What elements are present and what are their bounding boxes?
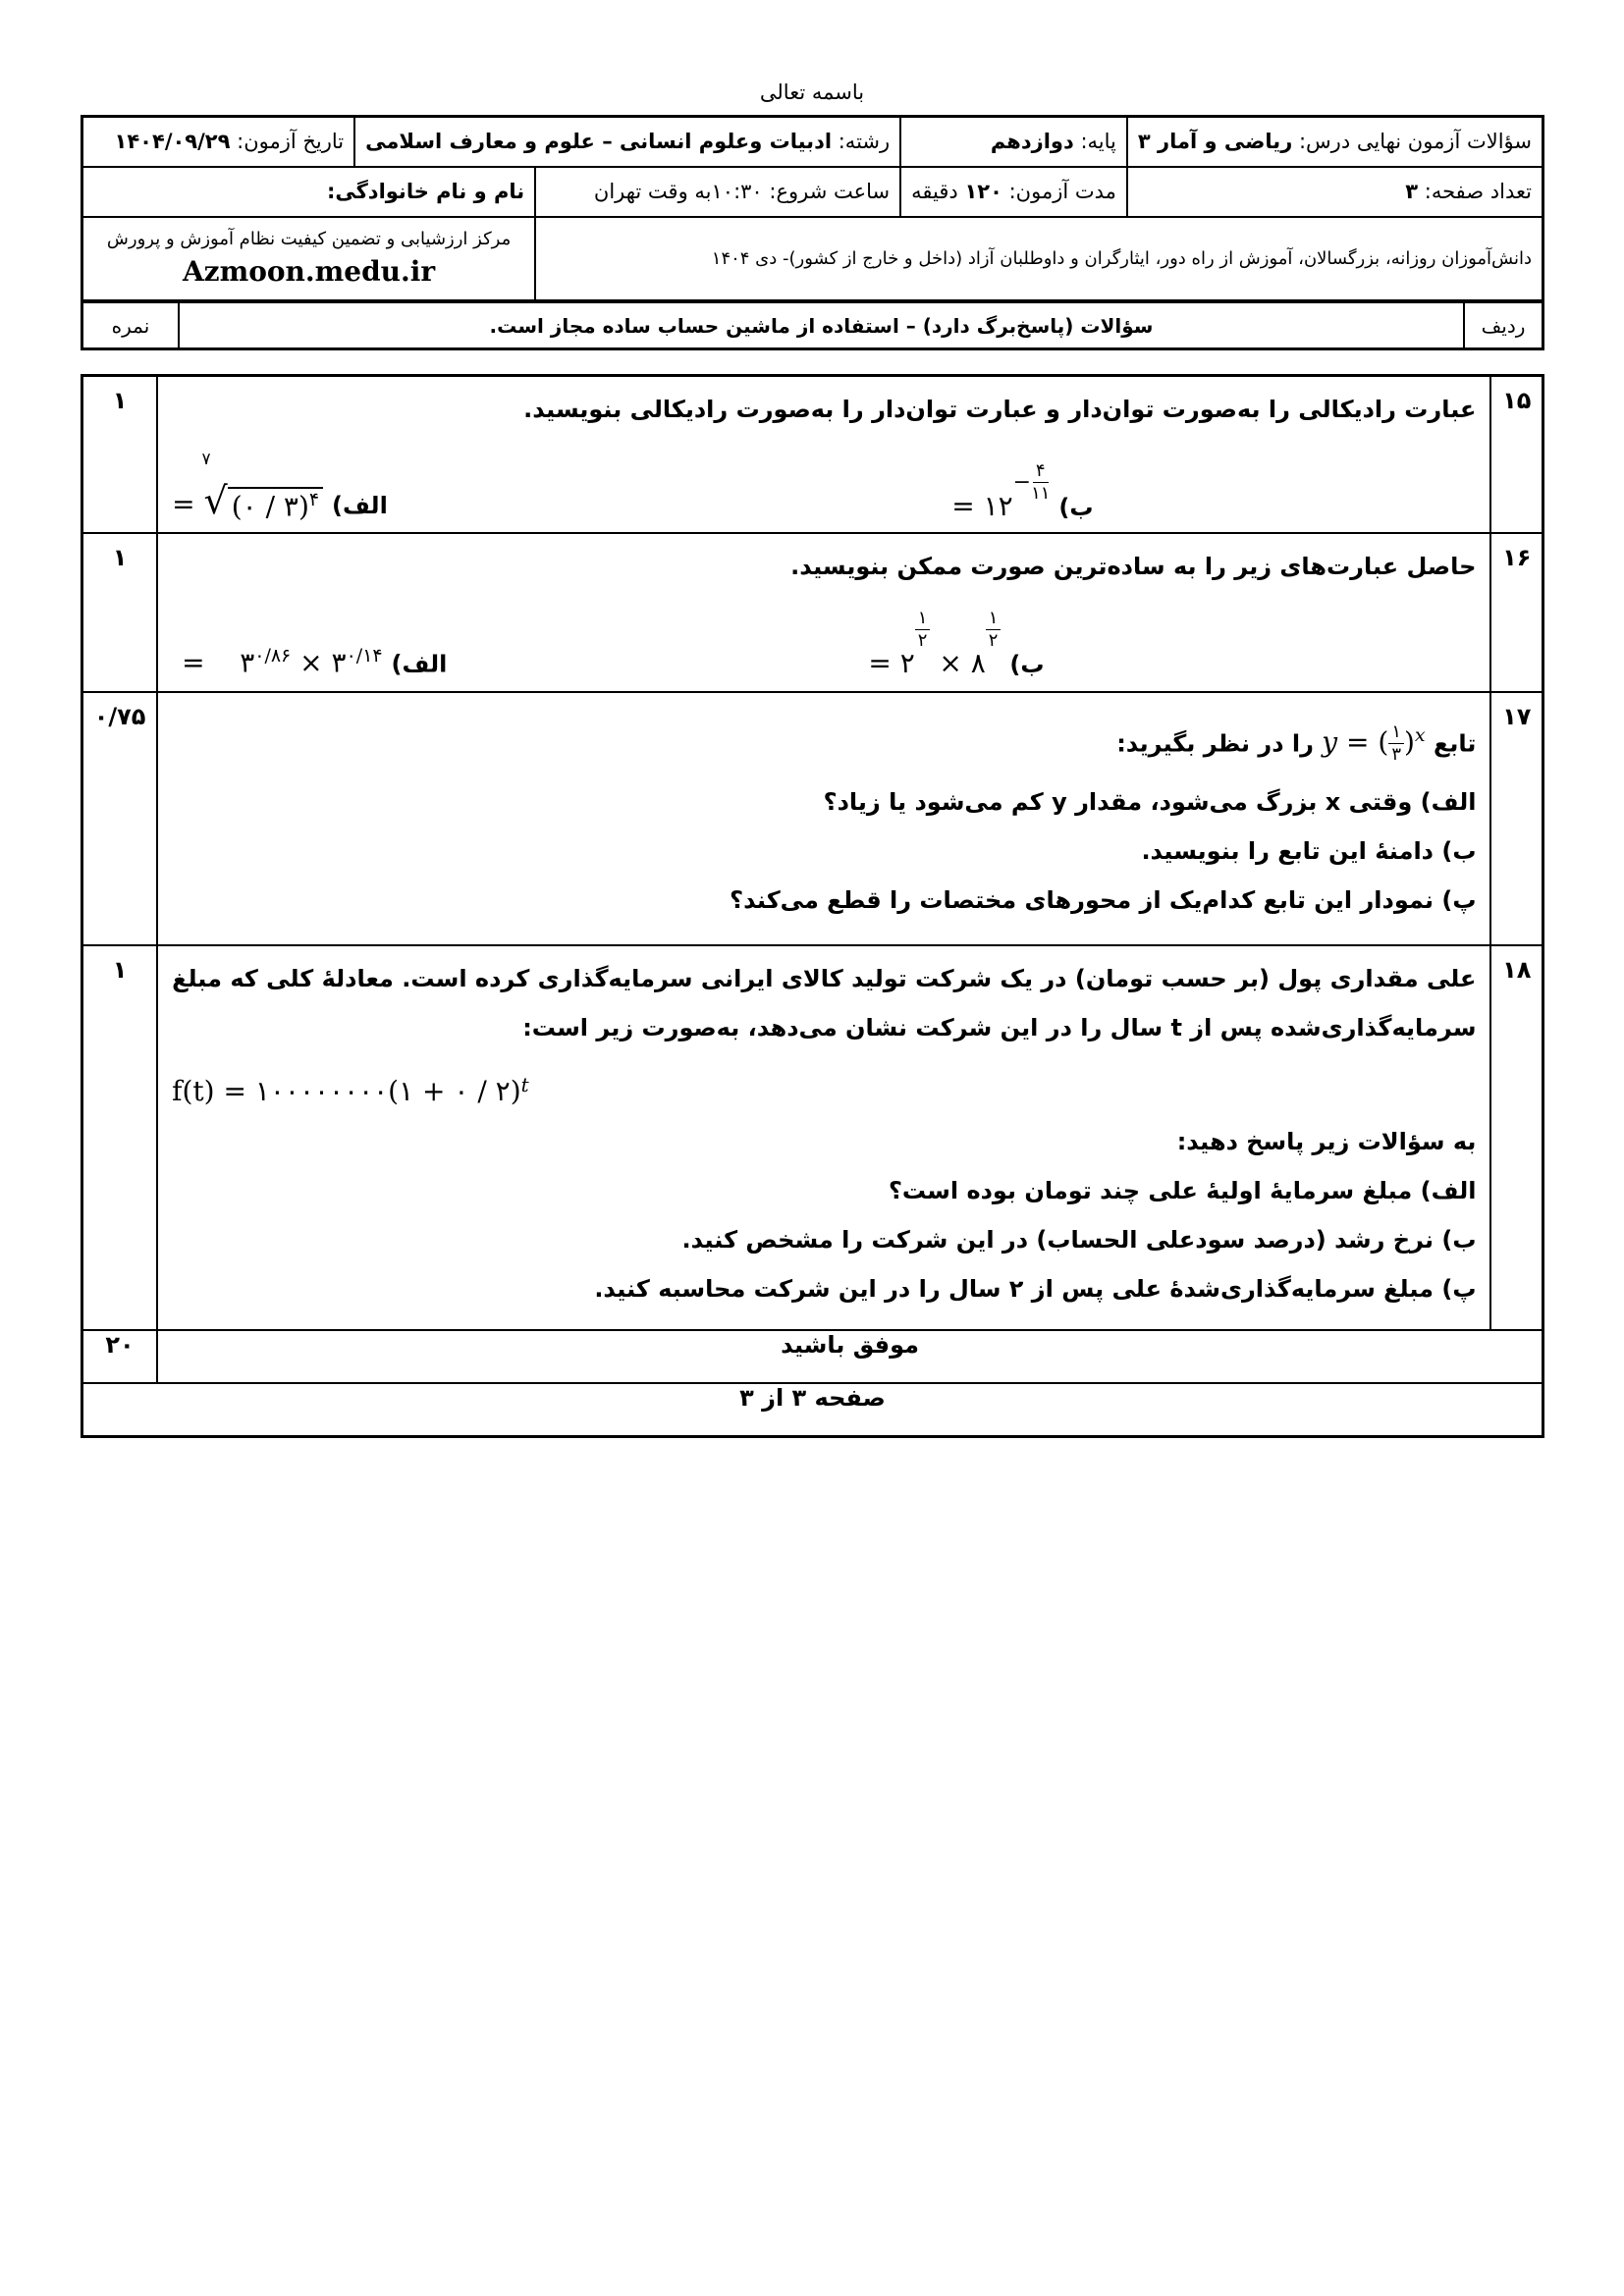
exam-header — [81, 115, 1544, 302]
pages-label: تعداد صفحه: — [1424, 180, 1532, 203]
question-row — [82, 376, 1543, 533]
question-prompt: به سؤالات زیر پاسخ دهید: — [1176, 1127, 1477, 1155]
question-body — [157, 376, 1490, 533]
radical-sign-icon: √ — [203, 479, 228, 522]
pages-cell — [1127, 167, 1543, 217]
field-cell — [354, 117, 900, 167]
date-cell — [82, 117, 355, 167]
exp-num: ۱ — [986, 608, 1001, 630]
fn-y: y — [1322, 724, 1338, 758]
total-row — [82, 1330, 1543, 1383]
duration-label: مدت آزمون: — [1008, 180, 1116, 203]
equals-sign: = — [868, 646, 892, 679]
part-a-expression — [182, 645, 447, 678]
questions-heading-row — [81, 300, 1544, 350]
radical-index: ۷ — [201, 450, 211, 469]
question-text-1: علی مقداری پول (بر حسب تومان) در یک شرکت تولید کالای ایرانی سرمایه‌گذاری کرده است. معادلهٔ کلی که مبلغ — [172, 964, 1477, 992]
part-b-expression: = ۱۲ − $\frac{۴}{۱۱}$ (ب — [951, 460, 1094, 522]
question-parts — [172, 591, 1476, 679]
fn-num: ۱ — [1388, 721, 1404, 744]
part-a-text: الف) وقتی x بزرگ می‌شود، مقدار y کم می‌شود یا زیاد؟ — [823, 787, 1477, 816]
questions-heading: سؤالات (پاسخ‌برگ دارد) – استفاده از ماشین حساب ساده مجاز است. — [179, 302, 1464, 349]
part-b-base1: ۸ — [970, 646, 986, 679]
row-label: ردیف — [1464, 302, 1543, 349]
name-cell — [82, 167, 536, 217]
grade-label: پایه: — [1080, 130, 1116, 154]
question-number: ۱۸ — [1490, 945, 1543, 1330]
name-label: نام و نام خانوادگی: — [326, 180, 525, 203]
times-sign: × — [939, 646, 962, 679]
part-a-label: (الف — [332, 492, 388, 519]
function-expression: y = ( $\frac{۱}{۳}$ )$^x$ — [1322, 721, 1426, 765]
part-b-expression — [868, 607, 1045, 679]
page-info-row — [82, 1383, 1543, 1437]
equals-sign: = — [182, 646, 205, 679]
part-c-text: پ) نمودار این تابع کدام‌یک از محورهای مختصات را قطع می‌کند؟ — [730, 885, 1477, 914]
question-score: ۰/۷۵ — [82, 692, 158, 945]
questions-table — [81, 374, 1544, 1438]
intro-pre: تابع — [1434, 728, 1477, 757]
radical-exponent: ۴ — [308, 488, 320, 510]
exp-num: ۱ — [915, 608, 931, 630]
subject-value: ریاضی و آمار ۳ — [1137, 130, 1293, 154]
question-body — [157, 533, 1490, 692]
part-a-exp2: ۰/۸۶ — [254, 645, 292, 667]
part-b-text: ب) دامنهٔ این تابع را بنویسید. — [1141, 836, 1477, 865]
part-a-base2: ۳ — [240, 646, 255, 679]
part-a-text: الف) مبلغ سرمایهٔ اولیهٔ علی چند تومان بوده است؟ — [888, 1176, 1477, 1204]
question-row — [82, 945, 1543, 1330]
date-label: تاریخ آزمون: — [237, 130, 345, 154]
score-label: نمره — [82, 302, 180, 349]
part-b-exponent — [1031, 460, 1050, 505]
total-score: ۲۰ — [82, 1330, 158, 1383]
question-parts — [172, 434, 1476, 522]
function-intro — [172, 701, 1476, 777]
duration-unit: دقیقه — [911, 180, 958, 203]
duration-cell — [900, 167, 1127, 217]
times-sign: × — [299, 646, 323, 679]
question-score: ۱ — [82, 533, 158, 692]
field-value: ادبیات وعلوم انسانی – علوم و معارف اسلامی — [365, 130, 833, 154]
fn-den: ۳ — [1391, 743, 1401, 765]
part-b-text: ب) نرخ رشد (درصد سودعلی الحساب) در این شرکت را مشخص کنید. — [681, 1225, 1477, 1254]
part-b-exp-den: ۱۱ — [1031, 483, 1051, 504]
part-b-exponent1 — [986, 608, 1001, 652]
question-body — [157, 945, 1490, 1330]
duration-value: ۱۲۰ — [964, 180, 1002, 203]
part-a-label: (الف — [391, 650, 448, 678]
question-text: عبارت رادیکالی را به‌صورت توان‌دار و عبارت توان‌دار را به‌صورت رادیکالی بنویسید. — [523, 396, 1477, 423]
exp-den: ۲ — [917, 629, 928, 651]
grade-value: دوازدهم — [990, 130, 1074, 154]
question-number: ۱۶ — [1490, 533, 1543, 692]
formula-body: f(t) = ۱۰۰۰۰۰۰۰۰(۱ + ۰ / ۲) — [172, 1074, 521, 1107]
part-a-expression — [172, 450, 388, 522]
part-b-exp-num: ۴ — [1033, 460, 1049, 483]
subject-cell — [1127, 117, 1543, 167]
date-value: ۱۴۰۴/۰۹/۲۹ — [114, 130, 231, 154]
intro-post: را در نظر بگیرید: — [1116, 728, 1314, 757]
question-body — [157, 692, 1490, 945]
question-row — [82, 533, 1543, 692]
question-number: ۱۵ — [1490, 376, 1543, 533]
part-b-base2: ۲ — [899, 646, 915, 679]
page-info: صفحه ۳ از ۳ — [82, 1383, 1543, 1437]
bismillah: باسمه تعالی — [759, 80, 865, 104]
question-score: ۱ — [82, 945, 158, 1330]
radical-base: (۰ / ۳) — [231, 490, 309, 522]
question-text-2: سرمایه‌گذاری‌شده پس از t سال را در این شرکت نشان می‌دهد، به‌صورت زیر است: — [522, 1013, 1477, 1041]
equals-sign: = — [951, 490, 975, 522]
question-number: ۱۷ — [1490, 692, 1543, 945]
subject-label: سؤالات آزمون نهایی درس: — [1298, 130, 1532, 154]
part-b-label: (ب — [1058, 494, 1094, 521]
exp-den: ۲ — [988, 629, 999, 651]
formula-exponent: t — [520, 1072, 529, 1096]
part-c-text: پ) مبلغ سرمایه‌گذاری‌شدهٔ علی پس از ۲ سال را در این شرکت محاسبه کنید. — [594, 1274, 1477, 1303]
question-score: ۱ — [82, 376, 158, 533]
website-link[interactable]: Azmoon.medu.ir — [182, 255, 436, 289]
closing-message: موفق باشید — [157, 1330, 1543, 1383]
fn-exp: x — [1414, 723, 1426, 746]
part-b-base: ۱۲ — [983, 490, 1013, 522]
question-row — [82, 692, 1543, 945]
part-a-base1: ۳ — [331, 646, 347, 679]
equals-sign: = — [172, 488, 195, 520]
part-b-exponent2 — [915, 608, 931, 652]
question-text: حاصل عبارت‌های زیر را به ساده‌ترین صورت ممکن بنویسید. — [790, 552, 1477, 580]
center-cell — [82, 217, 536, 301]
part-a-exp1: ۰/۱۴ — [346, 645, 383, 667]
start-time-cell: ساعت شروع: ۱۰:۳۰به وقت تهران — [535, 167, 900, 217]
grade-cell — [900, 117, 1127, 167]
part-b-label: (ب — [1009, 650, 1045, 678]
field-label: رشته: — [838, 130, 891, 154]
growth-formula — [172, 1052, 1476, 1117]
students-cell: دانش‌آموزان روزانه، بزرگسالان، آموزش از راه دور، ایثارگران و داوطلبان آزاد (داخل و خارج از کشور)- دی ۱۴۰۴ — [535, 217, 1543, 301]
center-name: مرکز ارزشیابی و تضمین کیفیت نظام آموزش و پرورش — [106, 229, 512, 250]
pages-value: ۳ — [1405, 180, 1419, 203]
